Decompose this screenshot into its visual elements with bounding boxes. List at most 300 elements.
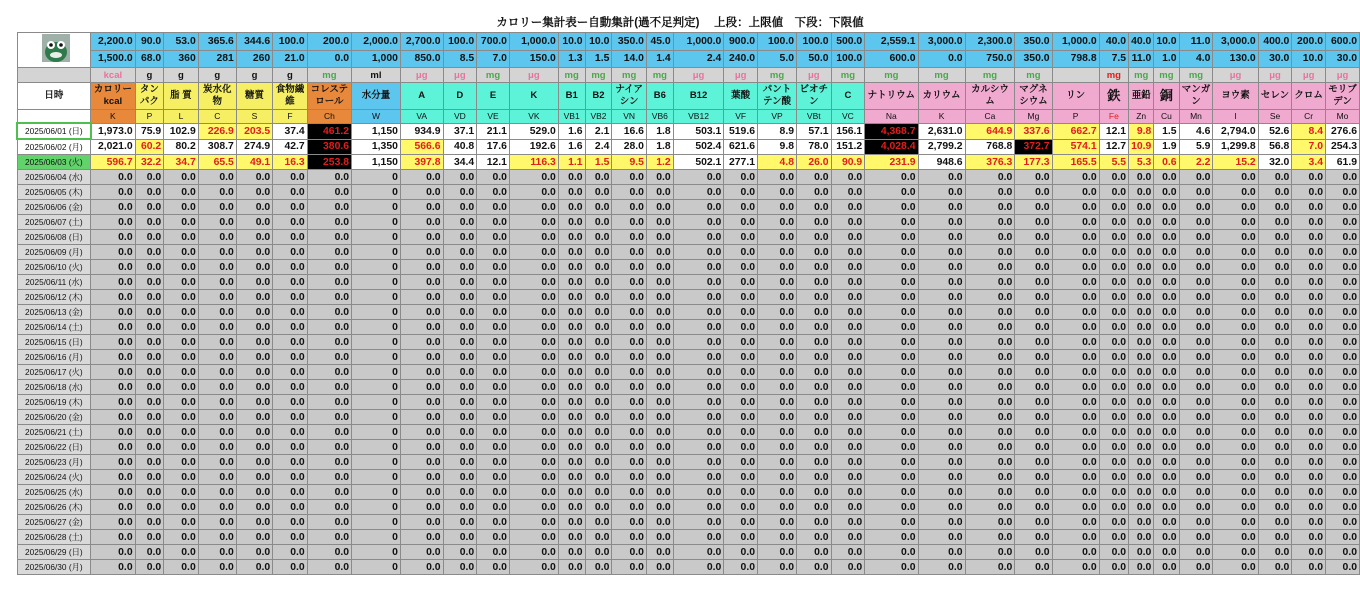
value-vb12[interactable]: 502.4 <box>673 139 724 155</box>
value-i[interactable]: 0.0 <box>1213 515 1258 530</box>
value-f[interactable]: 42.7 <box>273 139 308 155</box>
value-mo[interactable]: 0.0 <box>1326 335 1360 350</box>
value-k[interactable]: 0.0 <box>918 500 965 515</box>
value-mg[interactable]: 0.0 <box>1015 560 1052 575</box>
value-ch[interactable]: 0.0 <box>307 395 351 410</box>
value-zn[interactable]: 0.0 <box>1129 560 1154 575</box>
value-vc[interactable]: 0.0 <box>831 170 865 185</box>
value-ca[interactable]: 0.0 <box>965 335 1015 350</box>
value-mo[interactable]: 0.0 <box>1326 215 1360 230</box>
value-vbt[interactable]: 26.0 <box>797 155 832 170</box>
value-cr[interactable]: 0.0 <box>1292 485 1326 500</box>
value-vd[interactable]: 0.0 <box>443 305 477 320</box>
value-vk[interactable]: 0.0 <box>509 350 558 365</box>
value-na[interactable]: 0.0 <box>865 500 918 515</box>
lower-limit-vbt[interactable]: 50.0 <box>797 50 832 68</box>
value-s[interactable]: 0.0 <box>236 320 272 335</box>
value-p[interactable]: 0.0 <box>135 455 164 470</box>
upper-limit-vb1[interactable]: 10.0 <box>558 33 585 51</box>
value-ch[interactable]: 461.2 <box>307 123 351 139</box>
date-cell[interactable]: 2025/06/18 (水) <box>17 380 91 395</box>
value-vb6[interactable]: 0.0 <box>646 410 673 425</box>
value-vd[interactable]: 0.0 <box>443 365 477 380</box>
value-va[interactable]: 0.0 <box>400 170 443 185</box>
value-vd[interactable]: 0.0 <box>443 395 477 410</box>
value-cu[interactable]: 0.0 <box>1154 365 1179 380</box>
value-ca[interactable]: 0.0 <box>965 365 1015 380</box>
value-pp[interactable]: 574.1 <box>1052 139 1099 155</box>
value-p[interactable]: 0.0 <box>135 425 164 440</box>
value-vf[interactable]: 0.0 <box>724 455 758 470</box>
date-cell[interactable]: 2025/06/08 (日) <box>17 230 91 245</box>
value-cu[interactable]: 0.6 <box>1154 155 1179 170</box>
value-k[interactable]: 0.0 <box>918 515 965 530</box>
value-vd[interactable]: 0.0 <box>443 515 477 530</box>
value-l[interactable]: 0.0 <box>164 365 199 380</box>
value-cu[interactable]: 0.0 <box>1154 185 1179 200</box>
value-vb12[interactable]: 0.0 <box>673 245 724 260</box>
value-vb6[interactable]: 0.0 <box>646 485 673 500</box>
value-ca[interactable]: 0.0 <box>965 455 1015 470</box>
value-p[interactable]: 0.0 <box>135 170 164 185</box>
value-pp[interactable]: 0.0 <box>1052 200 1099 215</box>
value-fe[interactable]: 0.0 <box>1099 455 1128 470</box>
value-p[interactable]: 0.0 <box>135 395 164 410</box>
value-ca[interactable]: 376.3 <box>965 155 1015 170</box>
value-vbt[interactable]: 0.0 <box>797 260 832 275</box>
value-cr[interactable]: 0.0 <box>1292 530 1326 545</box>
value-vd[interactable]: 0.0 <box>443 170 477 185</box>
value-vb2[interactable]: 0.0 <box>585 380 612 395</box>
value-vf[interactable]: 0.0 <box>724 365 758 380</box>
value-cu[interactable]: 0.0 <box>1154 320 1179 335</box>
value-vk[interactable]: 0.0 <box>509 380 558 395</box>
value-ca[interactable]: 0.0 <box>965 560 1015 575</box>
value-s[interactable]: 0.0 <box>236 515 272 530</box>
upper-limit-na[interactable]: 2,559.1 <box>865 33 918 51</box>
value-mn[interactable]: 5.9 <box>1179 139 1213 155</box>
value-f[interactable]: 0.0 <box>273 290 308 305</box>
value-s[interactable]: 0.0 <box>236 335 272 350</box>
value-vb2[interactable]: 0.0 <box>585 260 612 275</box>
value-zn[interactable]: 0.0 <box>1129 245 1154 260</box>
value-mg[interactable]: 0.0 <box>1015 275 1052 290</box>
value-f[interactable]: 0.0 <box>273 260 308 275</box>
value-vn[interactable]: 0.0 <box>612 500 647 515</box>
value-na[interactable]: 0.0 <box>865 440 918 455</box>
value-vb1[interactable]: 0.0 <box>558 380 585 395</box>
value-kcal[interactable]: 0.0 <box>91 230 135 245</box>
value-fe[interactable]: 0.0 <box>1099 545 1128 560</box>
value-fe[interactable]: 0.0 <box>1099 365 1128 380</box>
value-vp[interactable]: 0.0 <box>758 440 797 455</box>
upper-limit-mo[interactable]: 600.0 <box>1326 33 1360 51</box>
value-s[interactable]: 0.0 <box>236 470 272 485</box>
value-vb6[interactable]: 0.0 <box>646 215 673 230</box>
value-p[interactable]: 0.0 <box>135 290 164 305</box>
value-vd[interactable]: 0.0 <box>443 260 477 275</box>
value-mn[interactable]: 0.0 <box>1179 290 1213 305</box>
value-s[interactable]: 0.0 <box>236 485 272 500</box>
value-c[interactable]: 226.9 <box>198 123 236 139</box>
value-na[interactable]: 4,028.4 <box>865 139 918 155</box>
value-vb1[interactable]: 0.0 <box>558 365 585 380</box>
value-ch[interactable]: 380.6 <box>307 139 351 155</box>
lower-limit-va[interactable]: 850.0 <box>400 50 443 68</box>
value-vb1[interactable]: 0.0 <box>558 485 585 500</box>
value-c[interactable]: 0.0 <box>198 215 236 230</box>
value-mn[interactable]: 4.6 <box>1179 123 1213 139</box>
value-w[interactable]: 0 <box>352 410 401 425</box>
value-w[interactable]: 1,150 <box>352 155 401 170</box>
upper-limit-vc[interactable]: 500.0 <box>831 33 865 51</box>
value-pp[interactable]: 0.0 <box>1052 380 1099 395</box>
value-fe[interactable]: 0.0 <box>1099 470 1128 485</box>
value-ch[interactable]: 0.0 <box>307 365 351 380</box>
value-vb6[interactable]: 0.0 <box>646 470 673 485</box>
upper-limit-f[interactable]: 100.0 <box>273 33 308 51</box>
value-vb1[interactable]: 0.0 <box>558 290 585 305</box>
value-c[interactable]: 0.0 <box>198 245 236 260</box>
value-vb12[interactable]: 0.0 <box>673 350 724 365</box>
value-pp[interactable]: 0.0 <box>1052 560 1099 575</box>
value-i[interactable]: 0.0 <box>1213 170 1258 185</box>
value-cu[interactable]: 0.0 <box>1154 395 1179 410</box>
value-vb1[interactable]: 0.0 <box>558 425 585 440</box>
value-vb1[interactable]: 0.0 <box>558 200 585 215</box>
value-vn[interactable]: 0.0 <box>612 185 647 200</box>
value-mn[interactable]: 0.0 <box>1179 380 1213 395</box>
value-zn[interactable]: 0.0 <box>1129 185 1154 200</box>
value-vn[interactable]: 0.0 <box>612 410 647 425</box>
value-mg[interactable]: 0.0 <box>1015 515 1052 530</box>
value-vb6[interactable]: 0.0 <box>646 455 673 470</box>
upper-limit-vb2[interactable]: 10.0 <box>585 33 612 51</box>
value-fe[interactable]: 0.0 <box>1099 560 1128 575</box>
value-vf[interactable]: 0.0 <box>724 245 758 260</box>
value-na[interactable]: 4,368.7 <box>865 123 918 139</box>
value-cr[interactable]: 0.0 <box>1292 260 1326 275</box>
value-w[interactable]: 0 <box>352 365 401 380</box>
value-ve[interactable]: 0.0 <box>477 545 510 560</box>
value-vbt[interactable]: 0.0 <box>797 560 832 575</box>
value-cu[interactable]: 1.9 <box>1154 139 1179 155</box>
value-pp[interactable]: 0.0 <box>1052 410 1099 425</box>
value-mg[interactable]: 0.0 <box>1015 530 1052 545</box>
value-mg[interactable]: 0.0 <box>1015 215 1052 230</box>
value-va[interactable]: 0.0 <box>400 200 443 215</box>
value-w[interactable]: 0 <box>352 395 401 410</box>
lower-limit-vn[interactable]: 14.0 <box>612 50 647 68</box>
value-mn[interactable]: 0.0 <box>1179 410 1213 425</box>
value-i[interactable]: 15.2 <box>1213 155 1258 170</box>
lower-limit-s[interactable]: 260 <box>236 50 272 68</box>
value-zn[interactable]: 5.3 <box>1129 155 1154 170</box>
value-i[interactable]: 0.0 <box>1213 215 1258 230</box>
value-l[interactable]: 0.0 <box>164 410 199 425</box>
lower-limit-p[interactable]: 68.0 <box>135 50 164 68</box>
value-vb6[interactable]: 0.0 <box>646 290 673 305</box>
value-i[interactable]: 0.0 <box>1213 425 1258 440</box>
value-ca[interactable]: 0.0 <box>965 410 1015 425</box>
value-vb2[interactable]: 0.0 <box>585 305 612 320</box>
value-f[interactable]: 0.0 <box>273 170 308 185</box>
lower-limit-vc[interactable]: 100.0 <box>831 50 865 68</box>
value-mn[interactable]: 0.0 <box>1179 350 1213 365</box>
value-fe[interactable]: 12.1 <box>1099 123 1128 139</box>
value-l[interactable]: 0.0 <box>164 440 199 455</box>
value-vn[interactable]: 0.0 <box>612 230 647 245</box>
value-p[interactable]: 0.0 <box>135 560 164 575</box>
value-ch[interactable]: 0.0 <box>307 320 351 335</box>
value-pp[interactable]: 0.0 <box>1052 275 1099 290</box>
value-cu[interactable]: 0.0 <box>1154 515 1179 530</box>
value-vk[interactable]: 0.0 <box>509 365 558 380</box>
value-vb12[interactable]: 0.0 <box>673 260 724 275</box>
value-w[interactable]: 0 <box>352 335 401 350</box>
value-pp[interactable]: 0.0 <box>1052 290 1099 305</box>
value-se[interactable]: 0.0 <box>1258 260 1292 275</box>
value-ve[interactable]: 0.0 <box>477 470 510 485</box>
value-s[interactable]: 0.0 <box>236 380 272 395</box>
value-na[interactable]: 0.0 <box>865 365 918 380</box>
upper-limit-c[interactable]: 365.6 <box>198 33 236 51</box>
value-i[interactable]: 0.0 <box>1213 335 1258 350</box>
value-cu[interactable]: 0.0 <box>1154 170 1179 185</box>
value-p[interactable]: 0.0 <box>135 350 164 365</box>
value-vb1[interactable]: 0.0 <box>558 320 585 335</box>
value-vb1[interactable]: 0.0 <box>558 515 585 530</box>
value-zn[interactable]: 0.0 <box>1129 305 1154 320</box>
value-vf[interactable]: 0.0 <box>724 425 758 440</box>
value-vb6[interactable]: 0.0 <box>646 350 673 365</box>
value-vb2[interactable]: 0.0 <box>585 470 612 485</box>
value-vn[interactable]: 0.0 <box>612 170 647 185</box>
value-va[interactable]: 0.0 <box>400 425 443 440</box>
value-na[interactable]: 0.0 <box>865 230 918 245</box>
value-vbt[interactable]: 0.0 <box>797 275 832 290</box>
value-cu[interactable]: 0.0 <box>1154 530 1179 545</box>
value-ch[interactable]: 0.0 <box>307 245 351 260</box>
value-w[interactable]: 0 <box>352 500 401 515</box>
value-mn[interactable]: 2.2 <box>1179 155 1213 170</box>
value-vn[interactable]: 0.0 <box>612 425 647 440</box>
value-vb12[interactable]: 0.0 <box>673 200 724 215</box>
value-i[interactable]: 0.0 <box>1213 275 1258 290</box>
value-k[interactable]: 0.0 <box>918 275 965 290</box>
value-vd[interactable]: 0.0 <box>443 485 477 500</box>
value-w[interactable]: 0 <box>352 200 401 215</box>
upper-limit-pp[interactable]: 1,000.0 <box>1052 33 1099 51</box>
value-i[interactable]: 0.0 <box>1213 440 1258 455</box>
value-c[interactable]: 0.0 <box>198 350 236 365</box>
value-vd[interactable]: 0.0 <box>443 410 477 425</box>
value-vp[interactable]: 9.8 <box>758 139 797 155</box>
value-vd[interactable]: 0.0 <box>443 545 477 560</box>
value-na[interactable]: 0.0 <box>865 305 918 320</box>
value-vb2[interactable]: 0.0 <box>585 485 612 500</box>
upper-limit-w[interactable]: 2,000.0 <box>352 33 401 51</box>
value-i[interactable]: 0.0 <box>1213 305 1258 320</box>
value-vk[interactable]: 0.0 <box>509 320 558 335</box>
value-k[interactable]: 0.0 <box>918 395 965 410</box>
value-vb6[interactable]: 0.0 <box>646 335 673 350</box>
value-vk[interactable]: 0.0 <box>509 470 558 485</box>
value-cr[interactable]: 0.0 <box>1292 440 1326 455</box>
value-vb12[interactable]: 0.0 <box>673 365 724 380</box>
date-cell[interactable]: 2025/06/11 (水) <box>17 275 91 290</box>
value-vbt[interactable]: 0.0 <box>797 230 832 245</box>
value-c[interactable]: 0.0 <box>198 485 236 500</box>
value-cr[interactable]: 0.0 <box>1292 185 1326 200</box>
value-vb6[interactable]: 0.0 <box>646 320 673 335</box>
value-vd[interactable]: 0.0 <box>443 440 477 455</box>
value-w[interactable]: 0 <box>352 530 401 545</box>
value-cr[interactable]: 0.0 <box>1292 200 1326 215</box>
value-se[interactable]: 0.0 <box>1258 440 1292 455</box>
upper-limit-va[interactable]: 2,700.0 <box>400 33 443 51</box>
value-w[interactable]: 0 <box>352 260 401 275</box>
value-va[interactable]: 0.0 <box>400 560 443 575</box>
value-vf[interactable]: 0.0 <box>724 200 758 215</box>
value-cu[interactable]: 0.0 <box>1154 245 1179 260</box>
lower-limit-mn[interactable]: 4.0 <box>1179 50 1213 68</box>
value-f[interactable]: 0.0 <box>273 530 308 545</box>
upper-limit-vd[interactable]: 100.0 <box>443 33 477 51</box>
value-cu[interactable]: 0.0 <box>1154 440 1179 455</box>
value-mn[interactable]: 0.0 <box>1179 425 1213 440</box>
value-vb1[interactable]: 0.0 <box>558 335 585 350</box>
value-pp[interactable]: 0.0 <box>1052 245 1099 260</box>
lower-limit-f[interactable]: 21.0 <box>273 50 308 68</box>
value-vc[interactable]: 0.0 <box>831 455 865 470</box>
value-zn[interactable]: 0.0 <box>1129 485 1154 500</box>
value-vf[interactable]: 0.0 <box>724 485 758 500</box>
value-ch[interactable]: 0.0 <box>307 215 351 230</box>
value-se[interactable]: 0.0 <box>1258 275 1292 290</box>
lower-limit-pp[interactable]: 798.8 <box>1052 50 1099 68</box>
value-va[interactable]: 0.0 <box>400 395 443 410</box>
value-fe[interactable]: 0.0 <box>1099 215 1128 230</box>
lower-limit-vb6[interactable]: 1.4 <box>646 50 673 68</box>
value-vk[interactable]: 0.0 <box>509 200 558 215</box>
value-cu[interactable]: 0.0 <box>1154 215 1179 230</box>
value-vb6[interactable]: 0.0 <box>646 260 673 275</box>
value-vc[interactable]: 0.0 <box>831 410 865 425</box>
value-vb2[interactable]: 0.0 <box>585 425 612 440</box>
value-ve[interactable]: 0.0 <box>477 185 510 200</box>
value-f[interactable]: 16.3 <box>273 155 308 170</box>
value-ve[interactable]: 0.0 <box>477 200 510 215</box>
value-vb1[interactable]: 1.1 <box>558 155 585 170</box>
value-s[interactable]: 0.0 <box>236 305 272 320</box>
value-vc[interactable]: 0.0 <box>831 380 865 395</box>
value-kcal[interactable]: 0.0 <box>91 365 135 380</box>
value-l[interactable]: 0.0 <box>164 380 199 395</box>
value-ch[interactable]: 0.0 <box>307 485 351 500</box>
value-vp[interactable]: 0.0 <box>758 350 797 365</box>
value-mn[interactable]: 0.0 <box>1179 470 1213 485</box>
value-i[interactable]: 0.0 <box>1213 485 1258 500</box>
value-l[interactable]: 80.2 <box>164 139 199 155</box>
value-mg[interactable]: 0.0 <box>1015 320 1052 335</box>
value-ch[interactable]: 0.0 <box>307 500 351 515</box>
value-na[interactable]: 0.0 <box>865 455 918 470</box>
value-vb12[interactable]: 0.0 <box>673 470 724 485</box>
value-k[interactable]: 0.0 <box>918 185 965 200</box>
value-vc[interactable]: 90.9 <box>831 155 865 170</box>
value-vb1[interactable]: 0.0 <box>558 410 585 425</box>
value-vb2[interactable]: 2.1 <box>585 123 612 139</box>
value-cr[interactable]: 8.4 <box>1292 123 1326 139</box>
value-cu[interactable]: 0.0 <box>1154 380 1179 395</box>
value-k[interactable]: 0.0 <box>918 215 965 230</box>
value-vc[interactable]: 0.0 <box>831 500 865 515</box>
value-ve[interactable]: 17.6 <box>477 139 510 155</box>
value-kcal[interactable]: 0.0 <box>91 275 135 290</box>
value-c[interactable]: 0.0 <box>198 365 236 380</box>
value-i[interactable]: 0.0 <box>1213 470 1258 485</box>
value-vc[interactable]: 0.0 <box>831 275 865 290</box>
value-fe[interactable]: 0.0 <box>1099 290 1128 305</box>
value-cr[interactable]: 0.0 <box>1292 275 1326 290</box>
value-ca[interactable]: 0.0 <box>965 230 1015 245</box>
value-s[interactable]: 0.0 <box>236 530 272 545</box>
value-k[interactable]: 0.0 <box>918 245 965 260</box>
value-mo[interactable]: 0.0 <box>1326 230 1360 245</box>
value-pp[interactable]: 0.0 <box>1052 215 1099 230</box>
value-vbt[interactable]: 0.0 <box>797 335 832 350</box>
lower-limit-c[interactable]: 281 <box>198 50 236 68</box>
value-ve[interactable]: 0.0 <box>477 170 510 185</box>
value-mg[interactable]: 0.0 <box>1015 365 1052 380</box>
value-i[interactable]: 0.0 <box>1213 230 1258 245</box>
value-cu[interactable]: 0.0 <box>1154 200 1179 215</box>
value-kcal[interactable]: 2,021.0 <box>91 139 135 155</box>
value-f[interactable]: 0.0 <box>273 410 308 425</box>
value-pp[interactable]: 0.0 <box>1052 395 1099 410</box>
value-vf[interactable]: 0.0 <box>724 185 758 200</box>
value-zn[interactable]: 0.0 <box>1129 365 1154 380</box>
value-vb1[interactable]: 0.0 <box>558 245 585 260</box>
lower-limit-i[interactable]: 130.0 <box>1213 50 1258 68</box>
value-ve[interactable]: 0.0 <box>477 530 510 545</box>
value-va[interactable]: 0.0 <box>400 215 443 230</box>
value-vc[interactable]: 0.0 <box>831 215 865 230</box>
value-vbt[interactable]: 0.0 <box>797 245 832 260</box>
value-l[interactable]: 0.0 <box>164 455 199 470</box>
value-w[interactable]: 0 <box>352 515 401 530</box>
value-pp[interactable]: 0.0 <box>1052 515 1099 530</box>
value-cu[interactable]: 0.0 <box>1154 485 1179 500</box>
value-k[interactable]: 0.0 <box>918 380 965 395</box>
value-va[interactable]: 0.0 <box>400 515 443 530</box>
value-k[interactable]: 2,631.0 <box>918 123 965 139</box>
value-vp[interactable]: 0.0 <box>758 530 797 545</box>
value-vp[interactable]: 8.9 <box>758 123 797 139</box>
value-vb2[interactable]: 0.0 <box>585 185 612 200</box>
value-cu[interactable]: 0.0 <box>1154 500 1179 515</box>
value-vbt[interactable]: 0.0 <box>797 485 832 500</box>
date-cell[interactable]: 2025/06/09 (月) <box>17 245 91 260</box>
value-vp[interactable]: 0.0 <box>758 425 797 440</box>
value-i[interactable]: 0.0 <box>1213 185 1258 200</box>
value-vd[interactable]: 0.0 <box>443 335 477 350</box>
value-ve[interactable]: 0.0 <box>477 215 510 230</box>
value-ch[interactable]: 0.0 <box>307 290 351 305</box>
value-cu[interactable]: 0.0 <box>1154 425 1179 440</box>
value-f[interactable]: 0.0 <box>273 440 308 455</box>
